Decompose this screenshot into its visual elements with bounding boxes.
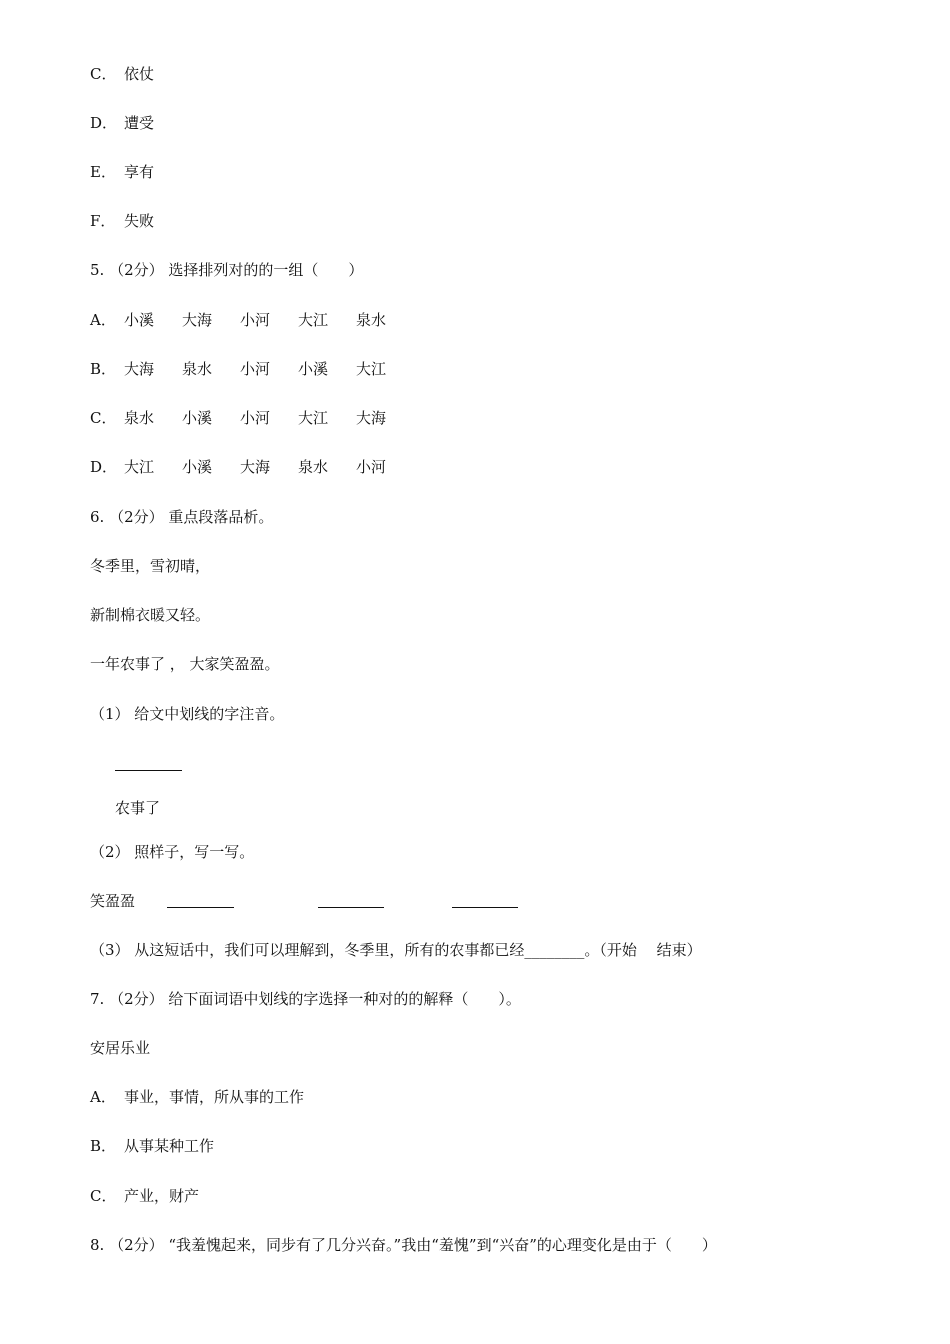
q6-sub3-choices: 。（开始 结束） xyxy=(584,941,702,959)
q6-sub3-text: （3） 从这短话中，我们可以理解到，冬季里，所有的农事都已经 xyxy=(90,941,525,959)
option-letter: C． xyxy=(90,409,117,427)
q6-sub2-blank-3[interactable] xyxy=(452,893,518,908)
q6-sub2-prompt: （2） 照样子，写一写。 xyxy=(90,843,255,861)
q7-option-b[interactable] xyxy=(90,1136,214,1156)
q6-sub3-blank[interactable]: ________ xyxy=(524,941,585,959)
q5-option-a[interactable] xyxy=(90,310,414,330)
option-word: 大海 xyxy=(240,458,271,476)
option-word: 大海 xyxy=(182,311,213,329)
option-letter: D． xyxy=(90,458,118,476)
q7-stem: 7. （2分） 给下面词语中划线的字选择一种对的的解释（ ）。 xyxy=(90,990,521,1008)
option-word: 小溪 xyxy=(298,360,329,378)
option-letter: D． xyxy=(90,114,118,132)
q6-sub2-blank-2[interactable] xyxy=(318,893,384,908)
q6-sub2-word: 笑盈盈 xyxy=(90,892,136,910)
option-letter: F． xyxy=(90,212,116,230)
option-word: 小河 xyxy=(240,311,271,329)
option-text: 从事某种工作 xyxy=(124,1137,215,1155)
q6-poem-line: 一年农事了 ， 大家笑盈盈。 xyxy=(90,655,280,673)
option-text: 失败 xyxy=(124,212,155,230)
q6-sub1-prompt: （1） 给文中划线的字注音。 xyxy=(90,705,285,723)
q7-option-a[interactable] xyxy=(90,1087,304,1107)
q4-option-c[interactable] xyxy=(90,64,154,84)
option-word: 大海 xyxy=(356,409,387,427)
option-letter: E． xyxy=(90,163,116,181)
option-text: 遭受 xyxy=(124,114,155,132)
option-letter: B． xyxy=(90,360,117,378)
option-word: 泉水 xyxy=(124,409,155,427)
option-word: 大江 xyxy=(124,458,155,476)
option-word: 小溪 xyxy=(124,311,155,329)
q6-poem-line: 新制棉衣暖又轻。 xyxy=(90,606,211,624)
option-word: 小溪 xyxy=(182,409,213,427)
q4-option-e[interactable] xyxy=(90,162,154,182)
q6-stem: 6. （2分） 重点段落品析。 xyxy=(90,508,274,526)
option-word: 小河 xyxy=(240,409,271,427)
option-word: 泉水 xyxy=(356,311,387,329)
option-letter: C． xyxy=(90,1187,117,1205)
option-word: 泉水 xyxy=(182,360,213,378)
option-word: 小溪 xyxy=(182,458,213,476)
q6-sub2-blank-1[interactable] xyxy=(167,893,234,908)
q6-sub1-answer-blank[interactable] xyxy=(115,756,182,771)
q5-option-c[interactable] xyxy=(90,408,414,428)
q4-option-f[interactable] xyxy=(90,211,154,231)
q6-sub1-word: 农事了 xyxy=(115,799,161,817)
option-text: 事业，事情，所从事的工作 xyxy=(124,1088,305,1106)
option-letter: A． xyxy=(90,1088,116,1106)
q6-poem-line: 冬季里，雪初晴， xyxy=(90,557,211,575)
option-word: 小河 xyxy=(240,360,271,378)
q7-option-c[interactable] xyxy=(90,1186,199,1206)
option-word: 泉水 xyxy=(298,458,329,476)
option-letter: C． xyxy=(90,65,117,83)
option-letter: A． xyxy=(90,311,116,329)
q7-word: 安居乐业 xyxy=(90,1039,151,1057)
q5-stem: 5. （2分） 选择排列对的的一组（ ） xyxy=(90,261,364,279)
q5-option-d[interactable] xyxy=(90,457,414,477)
option-text: 产业，财产 xyxy=(124,1187,200,1205)
q8-stem: 8. （2分） “我羞愧起来，同步有了几分兴奋。”我由“羞愧”到“兴奋”的心理变化是由于（ ） xyxy=(90,1236,717,1254)
option-word: 大江 xyxy=(356,360,387,378)
q6-sub3-prompt xyxy=(90,940,702,960)
q4-option-d[interactable] xyxy=(90,113,154,133)
option-word: 大海 xyxy=(124,360,155,378)
option-text: 依仗 xyxy=(124,65,155,83)
option-word: 大江 xyxy=(298,311,329,329)
option-letter: B． xyxy=(90,1137,117,1155)
option-word: 小河 xyxy=(356,458,387,476)
option-text: 享有 xyxy=(124,163,155,181)
q5-option-b[interactable] xyxy=(90,359,414,379)
option-word: 大江 xyxy=(298,409,329,427)
